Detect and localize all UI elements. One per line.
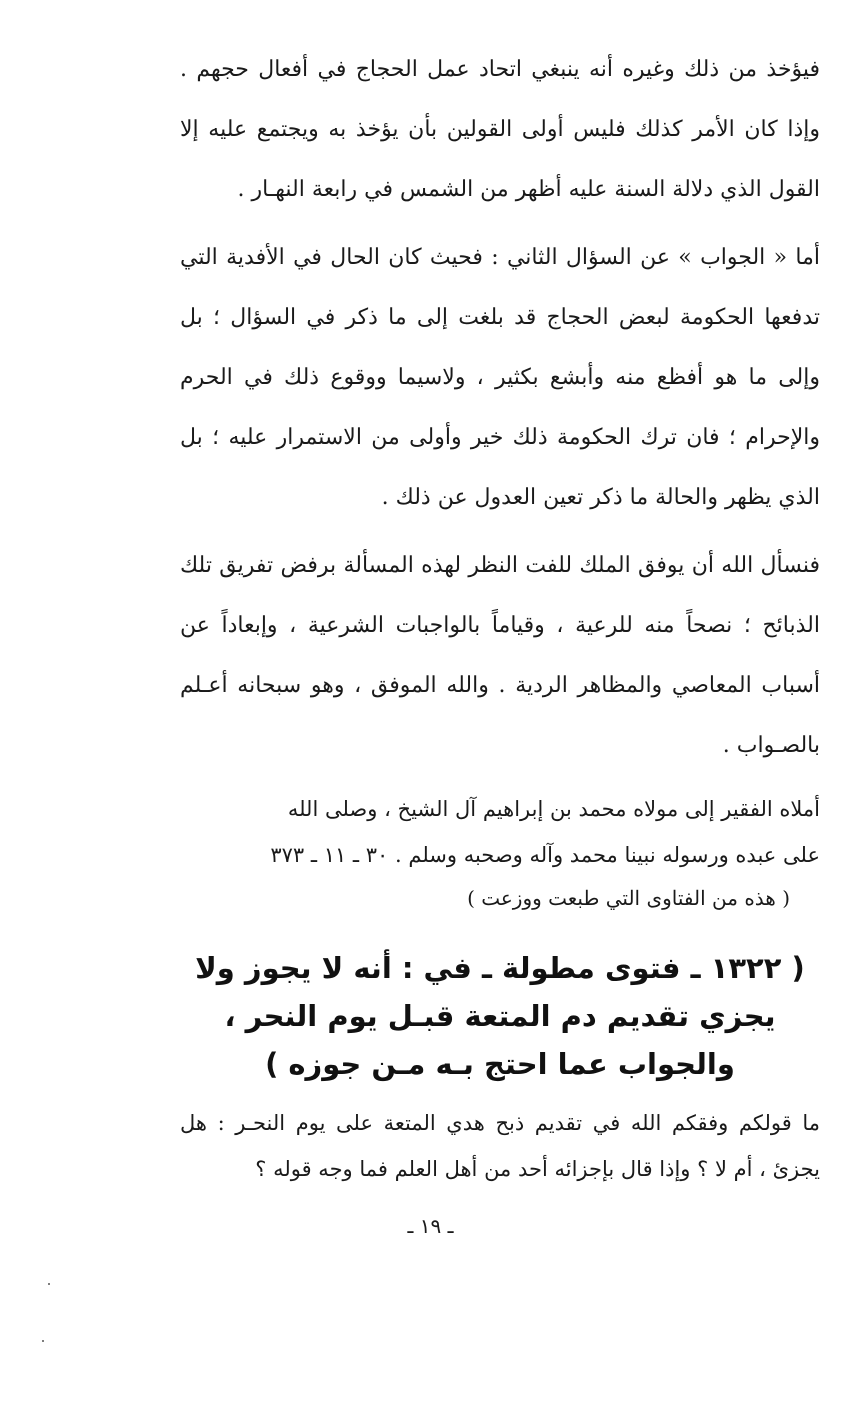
signature-line-2: على عبده ورسوله نبينا محمد وآله وصحبه وسلم . ٣٠ ـ ١١ ـ ٣٧٣ <box>270 843 820 867</box>
page-number: ـ ١٩ ـ <box>407 1214 454 1238</box>
paragraph-3: فنسأل الله أن يوفق الملك للفت النظر لهذه المسألة برفض تفريق تلك الذبائح ؛ نصحاً منه للرعية ، وقياماً بالواجبات الشرعية ، وإبعاداً عن أسباب المعاصي والمظاهر الردية . والله الموفق ، وهو سبحانه أعـلم بالصـواب . <box>180 553 820 758</box>
question-text: ما قولكم وفقكم الله في تقديم ذبح هدي المتعة على يوم النحـر : هل يجزئ ، أم لا ؟ وإذا قال بإجزائه أحد من أهل العلم فما وجه قوله ؟ <box>180 1111 820 1181</box>
signature-block <box>180 786 820 918</box>
paragraph-1: فيؤخذ من ذلك وغيره أنه ينبغي اتحاد عمل الحجاج في أفعال حجهم . وإذا كان الأمر كذلك فليس أولى القولين بأن يؤخذ به ويجتمع عليه إلا القول الذي دلالة السنة عليه أظهر من الشمس في رابعة النهـار . <box>180 57 820 202</box>
signature-line-1: أملاه الفقير إلى مولاه محمد بن إبراهيم آل الشيخ ، وصلى الله <box>287 797 820 821</box>
fatwa-heading: ( ١٣٢٢ ـ فتوى مطولة ـ في : أنه لا يجوز ولا يجزي تقديم دم المتعة قبـل يوم النحر ، والجواب عما احتج بـه مـن جوزه ) <box>195 951 805 1081</box>
scan-speck <box>48 1283 50 1285</box>
page-content <box>180 40 820 1192</box>
scan-speck <box>42 1340 44 1342</box>
publication-note: ( هذه من الفتاوى التي طبعت ووزعت ) <box>467 886 790 910</box>
paragraph-2: أما « الجواب » عن السؤال الثاني : فحيث كان الحال في الأفدية التي تدفعها الحكومة لبعض الحجاج قد بلغت إلى ما ذكر في السؤال ؛ بل وإلى ما هو أفظع منه وأبشع بكثير ، ولاسيما ووقوع ذلك في الحرم والإحرام ؛ فان ترك الحكومة ذلك خير وأولى من الاستمرار عليه ؛ بل الذي يظهر والحالة ما ذكر تعين العدول عن ذلك . <box>180 245 820 510</box>
